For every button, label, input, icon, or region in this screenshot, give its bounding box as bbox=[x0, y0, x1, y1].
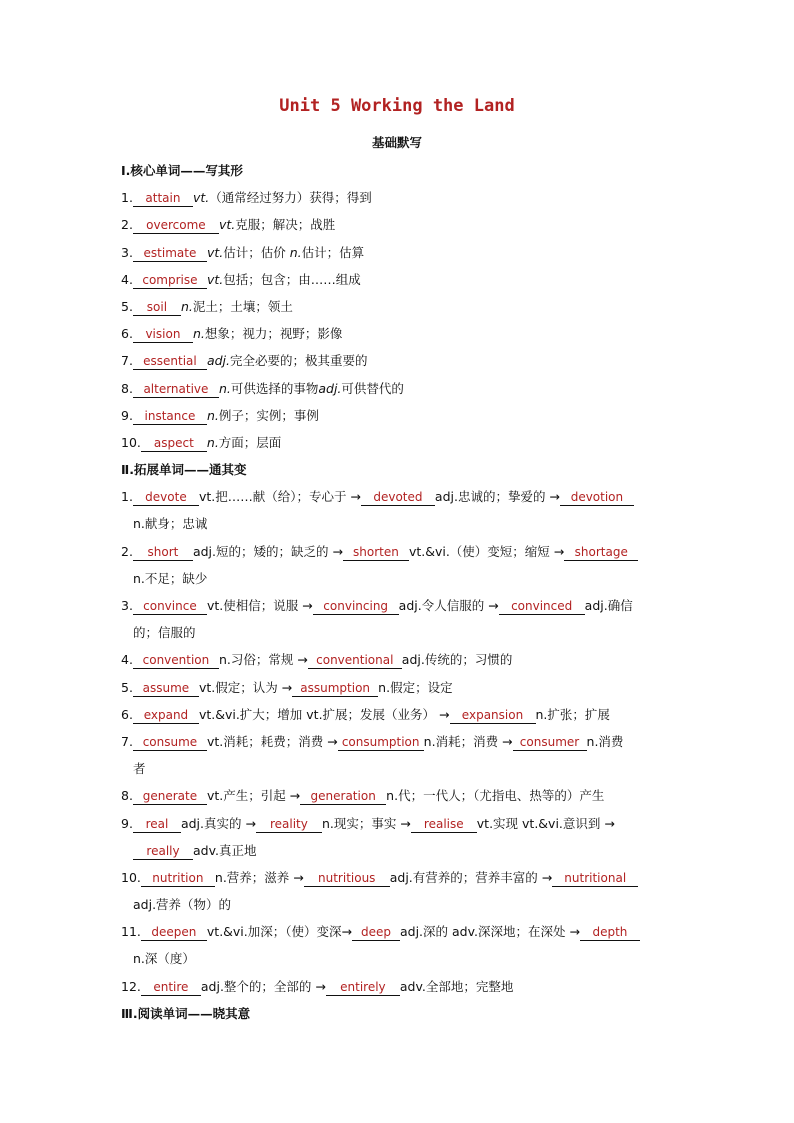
answer-blank: alternative bbox=[133, 382, 219, 398]
answer-blank: deepen bbox=[141, 925, 207, 941]
list-item: 9. instance n.例子；实例；事例 bbox=[121, 407, 319, 423]
list-item: 5. soil n.泥土；土壤；领土 bbox=[121, 298, 293, 314]
list-item: 6. vision n.想象；视力；视野；影像 bbox=[121, 326, 343, 342]
list-item: 5. assume vt.假定；认为 → assumption n.假定；设定 bbox=[121, 679, 453, 695]
list-item: 3. estimate vt.估计；估价 n.估计；估算 bbox=[121, 244, 365, 260]
list-item: 4. convention n.习俗；常规 → conventional adj.传统的；习惯的 bbox=[121, 652, 513, 668]
answer-blank: vision bbox=[133, 327, 193, 343]
answer-blank: devote bbox=[133, 490, 199, 506]
answer-blank: shorten bbox=[343, 545, 409, 561]
answer-blank: realise bbox=[411, 817, 477, 833]
answer-blank: attain bbox=[133, 191, 193, 207]
list-item: 7. essential adj.完全必要的；极其重要的 bbox=[121, 353, 368, 369]
list-item-continuation: really adv.真正地 bbox=[121, 837, 677, 864]
answer-blank: convinced bbox=[499, 599, 585, 615]
page-title: Unit 5 Working the Land bbox=[279, 96, 515, 116]
answer-blank: short bbox=[133, 545, 193, 561]
answer-blank: expand bbox=[133, 708, 199, 724]
answer-blank: overcome bbox=[133, 218, 219, 234]
answer-blank: estimate bbox=[133, 246, 207, 262]
answer-blank: nutrition bbox=[141, 871, 215, 887]
list-item: 7. consume vt.消耗；耗费；消费 → consumption n.消耗；消费 → consumer n.消费 bbox=[121, 733, 624, 749]
answer-blank: nutritious bbox=[304, 871, 390, 887]
list-item: 2. overcome vt.克服；解决；战胜 bbox=[121, 217, 336, 233]
answer-blank: conventional bbox=[308, 653, 402, 669]
list-item: 8. generate vt.产生；引起 → generation n.代；一代人；（尤指电、热等的）产生 bbox=[121, 788, 605, 804]
answer-blank: deep bbox=[352, 925, 400, 941]
answer-blank: convention bbox=[133, 653, 219, 669]
answer-blank: generation bbox=[300, 789, 386, 805]
answer-blank: expansion bbox=[450, 708, 536, 724]
answer-blank: aspect bbox=[141, 436, 207, 452]
list-item: 10. nutrition n.营养；滋养 → nutritious adj.有营养的；营养丰富的 → nutritional bbox=[121, 864, 677, 891]
list-item-continuation: n.献身；忠诚 bbox=[133, 516, 208, 532]
answer-blank: instance bbox=[133, 409, 207, 425]
list-item: 9. real adj.真实的 → reality n.现实；事实 → realise vt.实现 vt.&vi.意识到 → bbox=[121, 815, 615, 831]
section-heading-reading-words: Ⅲ.阅读单词——晓其意 bbox=[121, 1005, 251, 1021]
list-item: 4. comprise vt.包括；包含；由……组成 bbox=[121, 271, 361, 287]
list-item-continuation: 者 bbox=[133, 761, 146, 777]
answer-blank: devoted bbox=[361, 490, 435, 506]
list-item-continuation: 的；信服的 bbox=[133, 625, 196, 641]
list-item: 2. short adj.短的；矮的；缺乏的 → shorten vt.&vi.（使）变短；缩短 → shortage bbox=[121, 538, 677, 565]
answer-blank: generate bbox=[133, 789, 207, 805]
list-item: 10. aspect n.方面；层面 bbox=[121, 434, 282, 450]
answer-blank: really bbox=[133, 844, 193, 860]
list-item-continuation: n.深（度） bbox=[133, 951, 195, 967]
answer-blank: devotion bbox=[560, 490, 634, 506]
worksheet-content bbox=[121, 157, 677, 1027]
list-item: 3. convince vt.使相信；说服 → convincing adj.令人信服的 → convinced adj.确信 bbox=[121, 598, 633, 613]
list-item: 12. entire adj.整个的；全部的 → entirely adv.全部地；完整地 bbox=[121, 978, 514, 994]
answer-blank: entirely bbox=[326, 980, 400, 996]
section-heading-core-words: Ⅰ.核心单词——写其形 bbox=[121, 163, 243, 178]
answer-blank: reality bbox=[256, 817, 322, 833]
section-heading-extended-words: Ⅱ.拓展单词——通其变 bbox=[121, 462, 247, 478]
answer-blank: assumption bbox=[292, 681, 378, 697]
answer-blank: real bbox=[133, 817, 181, 833]
list-item: 1. attain vt.（通常经过努力）获得；得到 bbox=[121, 190, 372, 206]
answer-blank: essential bbox=[133, 354, 207, 370]
list-item-continuation: adj.营养（物）的 bbox=[133, 897, 232, 913]
list-item: 6. expand vt.&vi.扩大；增加 vt.扩展；发展（业务） → expansion n.扩张；扩展 bbox=[121, 706, 610, 722]
page-subtitle: 基础默写 bbox=[371, 135, 422, 150]
answer-blank: assume bbox=[133, 681, 199, 697]
list-item: 11. deepen vt.&vi.加深；（使）变深→ deep adj.深的 adv.深深地；在深处 → depth bbox=[121, 918, 677, 945]
answer-blank: convince bbox=[133, 599, 207, 615]
answer-blank: consumption bbox=[338, 735, 424, 751]
answer-blank: depth bbox=[580, 925, 640, 941]
answer-blank: consumer bbox=[513, 735, 587, 751]
list-item: 8. alternative n.可供选择的事物adj.可供替代的 bbox=[121, 380, 404, 396]
answer-blank: convincing bbox=[313, 599, 399, 615]
answer-blank: entire bbox=[141, 980, 201, 996]
answer-blank: comprise bbox=[133, 273, 207, 289]
answer-blank: nutritional bbox=[552, 871, 638, 887]
answer-blank: soil bbox=[133, 300, 181, 316]
list-item: 1. devote vt.把……献（给）；专心于 → devoted adj.忠诚的；挚爱的 → devotion bbox=[121, 483, 677, 510]
answer-blank: consume bbox=[133, 735, 207, 751]
answer-blank: shortage bbox=[564, 545, 638, 561]
list-item-continuation: n.不足；缺少 bbox=[133, 570, 208, 586]
